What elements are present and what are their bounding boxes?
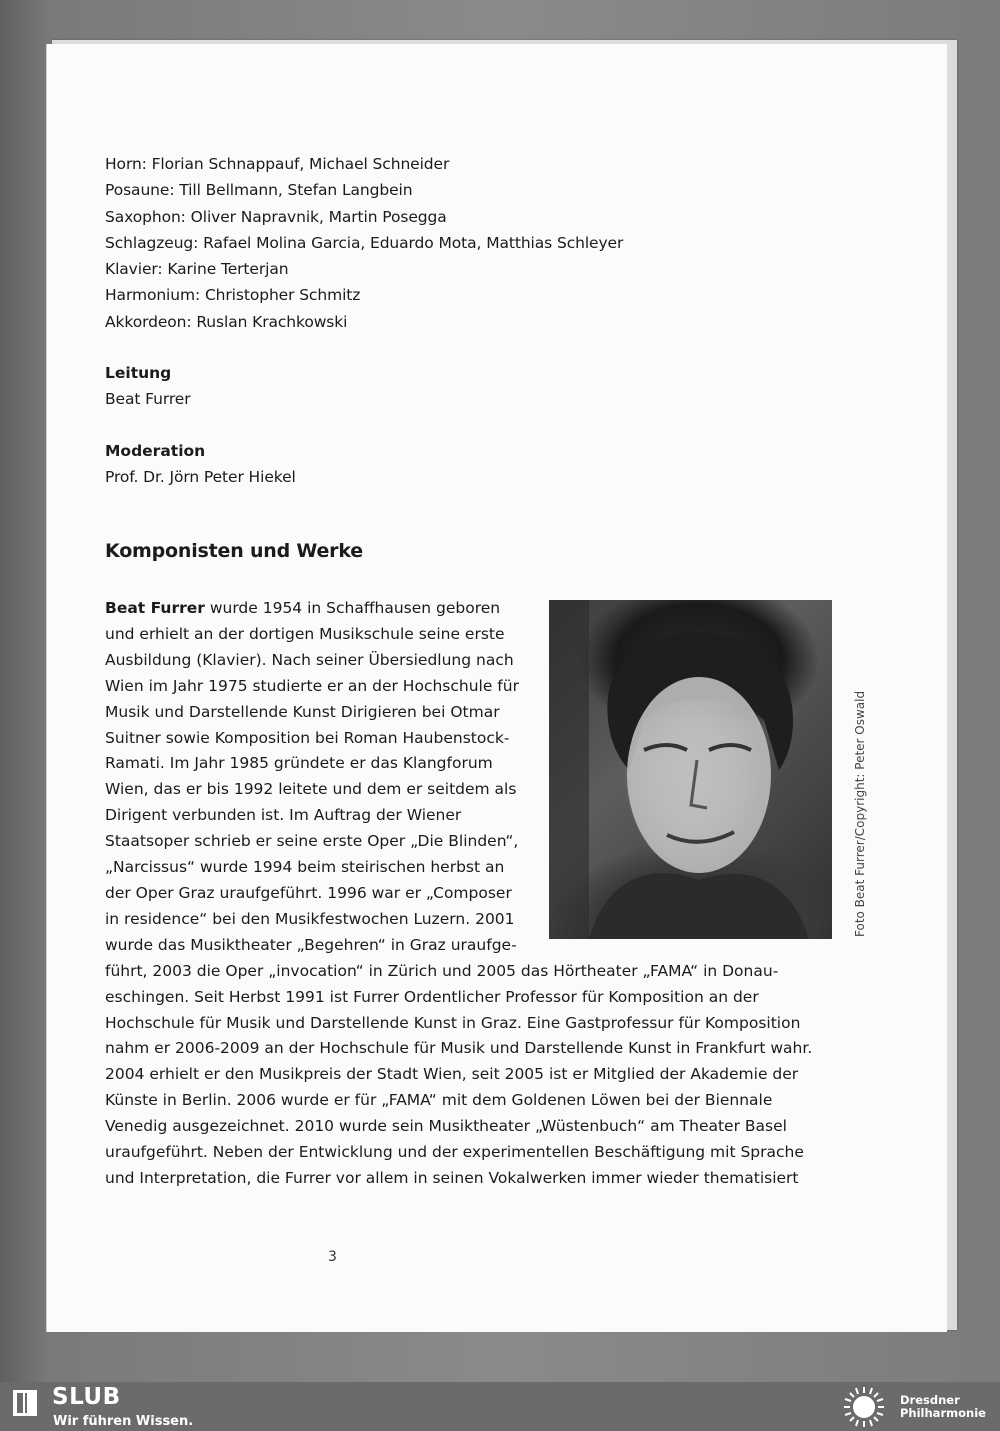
bio-line: Ausbildung (Klavier). Nach seiner Übersiedlung nach [105, 650, 514, 669]
credit-line: Harmonium: Christopher Schmitz [105, 286, 361, 305]
slub-name[interactable]: SLUB [52, 1384, 121, 1410]
bio-line: eschingen. Seit Herbst 1991 ist Furrer Ordentlicher Professor für Komposition an der [105, 987, 759, 1006]
bio-line: und Interpretation, die Furrer vor allem in seinen Vokalwerken immer wieder thematisiert [105, 1168, 799, 1187]
composer-biography [105, 596, 845, 1192]
bio-line: führt, 2003 die Oper „invocation“ in Zürich und 2005 das Hörtheater „FAMA“ in Donau- [105, 961, 779, 980]
bio-line: Dirigent verbunden ist. Im Auftrag der Wiener [105, 806, 462, 825]
moderation-block [105, 438, 296, 490]
leitung-name: Beat Furrer [105, 390, 191, 408]
bio-line: der Oper Graz uraufgeführt. 1996 war er „Composer [105, 883, 512, 902]
leitung-heading: Leitung [105, 364, 172, 382]
moderation-name: Prof. Dr. Jörn Peter Hiekel [105, 468, 296, 486]
slub-book-icon[interactable] [12, 1389, 38, 1417]
bio-line: in residence“ bei den Musikfestwochen Luzern. 2001 [105, 909, 515, 928]
bio-line: Ramati. Im Jahr 1985 gründete er das Klangforum [105, 754, 493, 773]
bio-line [105, 596, 845, 622]
slub-tagline: Wir führen Wissen. [53, 1414, 194, 1429]
bio-line: Venedig ausgezeichnet. 2010 wurde sein Musiktheater „Wüstenbuch“ am Theater Basel [105, 1117, 787, 1136]
bio-line: Suitner sowie Komposition bei Roman Haubenstock- [105, 728, 510, 747]
philharmonie-sun-icon[interactable] [842, 1385, 886, 1429]
bio-line: uraufgeführt. Neben der Entwicklung und der experimentellen Beschäftigung mit Sprache [105, 1143, 804, 1162]
photo-credit: Foto Beat Furrer/Copyright: Peter Oswald [853, 690, 867, 937]
page-number: 3 [328, 1249, 337, 1265]
bio-line: nahm er 2006-2009 an der Hochschule für Musik und Darstellende Kunst in Frankfurt wahr. [105, 1039, 813, 1058]
credit-line: Schlagzeug: Rafael Molina Garcia, Eduardo Mota, Matthias Schleyer [105, 233, 624, 252]
bio-line: Künste in Berlin. 2006 wurde er für „FAMA“ mit dem Goldenen Löwen bei der Biennale [105, 1091, 773, 1110]
bio-line: Hochschule für Musik und Darstellende Kunst in Graz. Eine Gastprofessur für Komposition [105, 1013, 801, 1032]
bio-first-line: wurde 1954 in Schaffhausen geboren [204, 599, 501, 617]
bio-line: Wien, das er bis 1992 leitete und dem er seitdem als [105, 780, 517, 799]
bio-line: Wien im Jahr 1975 studierte er an der Hochschule für [105, 676, 519, 695]
bio-line: und erhielt an der dortigen Musikschule seine erste [105, 624, 505, 643]
bio-line: „Narcissus“ wurde 1994 beim steirischen herbst an [105, 858, 505, 877]
footer-bar [0, 1382, 1000, 1431]
credit-line: Klavier: Karine Terterjan [105, 260, 289, 279]
leitung-block [105, 360, 191, 412]
moderation-heading: Moderation [105, 442, 206, 460]
credit-line: Horn: Florian Schnappauf, Michael Schneider [105, 155, 450, 173]
credit-line: Saxophon: Oliver Napravnik, Martin Posegga [105, 207, 447, 226]
bio-lead-name: Beat Furrer [105, 599, 205, 617]
philharmonie-line1: Dresdner [900, 1393, 960, 1407]
section-title: Komponisten und Werke [105, 540, 363, 562]
document-page [46, 44, 947, 1332]
bio-line: Musik und Darstellende Kunst Dirigieren bei Otmar [105, 702, 500, 721]
performer-credits [105, 151, 623, 335]
philharmonie-line2: Philharmonie [900, 1406, 986, 1420]
bio-line: Staatsoper schrieb er seine erste Oper „Die Blinden“, [105, 832, 519, 851]
bio-line: 2004 erhielt er den Musikpreis der Stadt Wien, seit 2005 ist er Mitglied der Akademie der [105, 1065, 799, 1084]
bio-line: wurde das Musiktheater „Begehren“ in Graz uraufge- [105, 935, 517, 954]
philharmonie-name[interactable] [900, 1394, 986, 1420]
credit-line: Akkordeon: Ruslan Krachkowski [105, 312, 348, 331]
credit-line: Posaune: Till Bellmann, Stefan Langbein [105, 181, 413, 200]
